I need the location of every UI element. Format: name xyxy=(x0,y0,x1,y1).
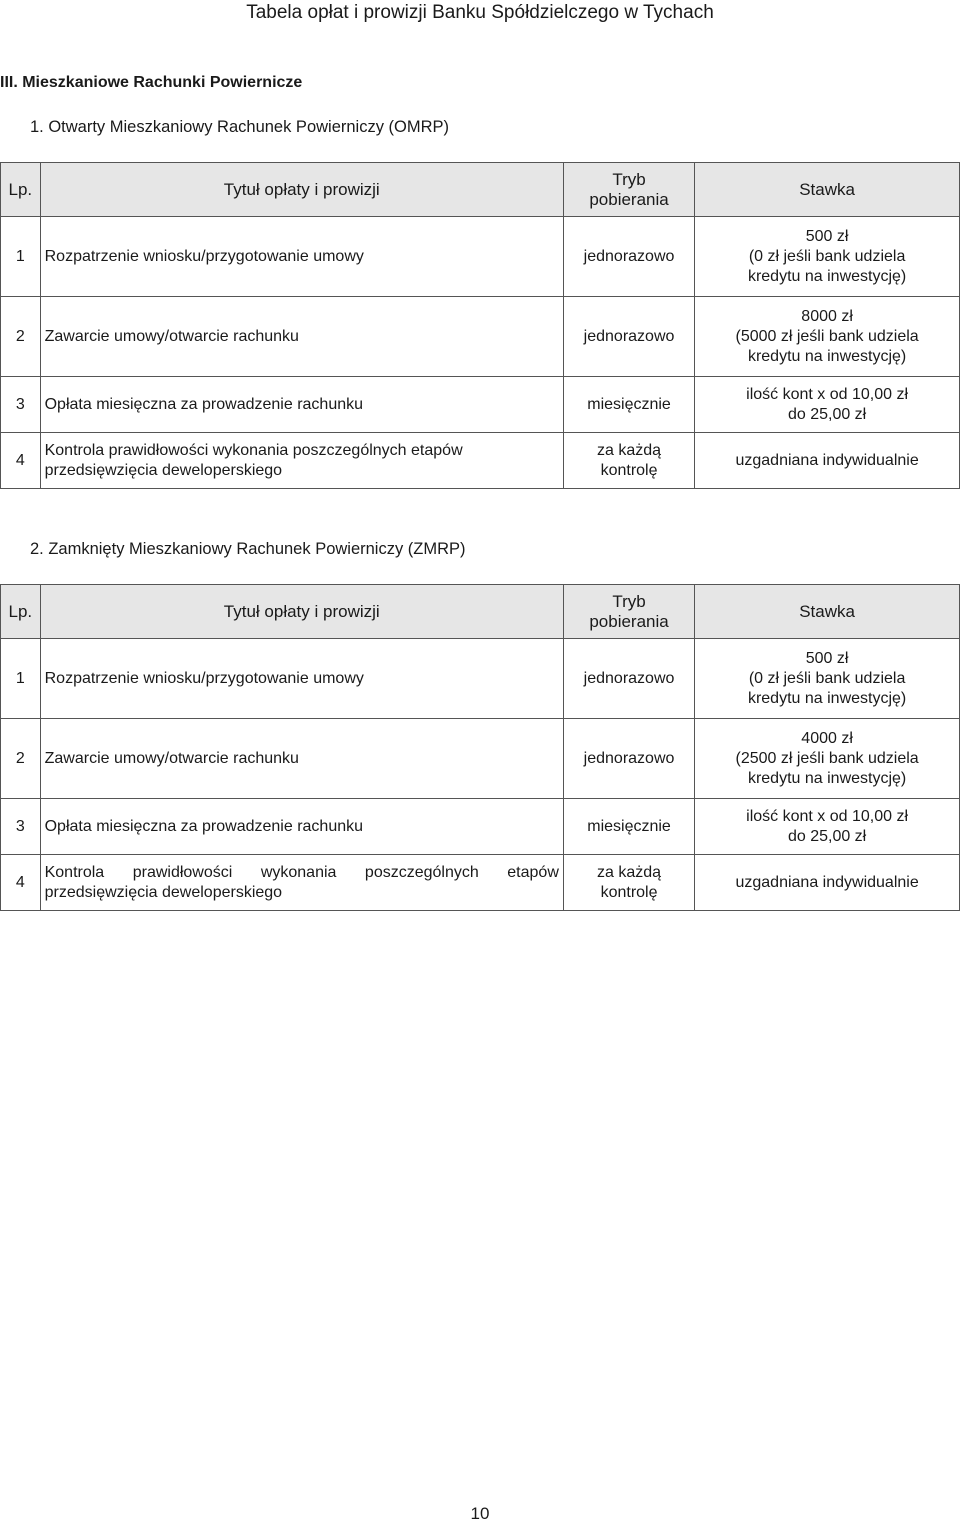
row-title: Opłata miesięczna za prowadzenie rachunku xyxy=(40,799,563,855)
row-rate xyxy=(695,719,960,799)
row-lp: 3 xyxy=(1,799,41,855)
rate-line: ilość kont x od 10,00 zł xyxy=(746,385,909,403)
table-row xyxy=(1,377,960,433)
header-title: Tytuł opłaty i prowizji xyxy=(40,585,563,639)
header-mode xyxy=(563,585,694,639)
header-lp: Lp. xyxy=(1,585,41,639)
rate-line: 8000 zł xyxy=(801,307,853,325)
row-mode xyxy=(563,855,694,911)
row-mode: miesięcznie xyxy=(563,799,694,855)
table-row xyxy=(1,799,960,855)
row-lp: 1 xyxy=(1,217,41,297)
mode-line: kontrolę xyxy=(600,461,658,479)
row-mode: miesięcznie xyxy=(563,377,694,433)
table-row xyxy=(1,297,960,377)
row-mode: jednorazowo xyxy=(563,297,694,377)
row-rate: uzgadniana indywidualnie xyxy=(695,433,960,489)
row-lp: 4 xyxy=(1,855,41,911)
document-header: Tabela opłat i prowizji Banku Spółdzielczego w Tychach xyxy=(246,2,714,23)
header-title: Tytuł opłaty i prowizji xyxy=(40,163,563,217)
rate-line: kredytu na inwestycję) xyxy=(747,689,907,707)
header-mode-line2: pobierania xyxy=(589,189,669,209)
mode-line: kontrolę xyxy=(600,883,658,901)
row-lp: 3 xyxy=(1,377,41,433)
header-lp: Lp. xyxy=(1,163,41,217)
mode-line: za każdą xyxy=(597,863,662,881)
header-mode-line2: pobierania xyxy=(589,611,669,631)
rate-line: do 25,00 zł xyxy=(787,405,867,423)
row-mode: jednorazowo xyxy=(563,639,694,719)
fees-table-zmrp xyxy=(0,584,960,911)
subtitle-omrp: 1. Otwarty Mieszkaniowy Rachunek Powierniczy (OMRP) xyxy=(30,118,450,136)
page-number: 10 xyxy=(470,1504,490,1523)
rate-line: kredytu na inwestycję) xyxy=(747,769,907,787)
row-title: Opłata miesięczna za prowadzenie rachunku xyxy=(40,377,563,433)
row-title: Kontrola prawidłowości wykonania poszczególnych etapów przedsięwzięcia deweloperskiego xyxy=(40,433,563,489)
row-title: Rozpatrzenie wniosku/przygotowanie umowy xyxy=(40,639,563,719)
row-rate: uzgadniana indywidualnie xyxy=(695,855,960,911)
rate-line: (0 zł jeśli bank udziela xyxy=(748,669,906,687)
rate-line: 4000 zł xyxy=(801,729,853,747)
rate-line: 500 zł xyxy=(805,649,849,667)
row-rate xyxy=(695,799,960,855)
rate-line: (2500 zł jeśli bank udziela xyxy=(735,749,919,767)
rate-line: (0 zł jeśli bank udziela xyxy=(748,247,906,265)
rate-line: ilość kont x od 10,00 zł xyxy=(746,807,909,825)
subtitle-zmrp: 2. Zamknięty Mieszkaniowy Rachunek Powierniczy (ZMRP) xyxy=(30,540,466,558)
header-mode-line1: Tryb xyxy=(612,591,646,611)
header-rate: Stawka xyxy=(695,163,960,217)
row-lp: 2 xyxy=(1,297,41,377)
header-rate: Stawka xyxy=(695,585,960,639)
row-title: Kontrola prawidłowości wykonania poszczególnych etapów przedsięwzięcia deweloperskiego xyxy=(40,855,563,911)
rate-line: 500 zł xyxy=(805,227,849,245)
rate-line: do 25,00 zł xyxy=(787,827,867,845)
table-header-row xyxy=(1,585,960,639)
row-lp: 1 xyxy=(1,639,41,719)
table-row xyxy=(1,719,960,799)
row-mode: jednorazowo xyxy=(563,217,694,297)
row-lp: 2 xyxy=(1,719,41,799)
rate-line: kredytu na inwestycję) xyxy=(747,347,907,365)
row-title: Zawarcie umowy/otwarcie rachunku xyxy=(40,719,563,799)
row-rate xyxy=(695,377,960,433)
mode-line: za każdą xyxy=(597,441,662,459)
row-rate xyxy=(695,639,960,719)
section-title: III. Mieszkaniowe Rachunki Powiernicze xyxy=(0,74,303,91)
fees-table-omrp xyxy=(0,162,960,489)
row-mode: jednorazowo xyxy=(563,719,694,799)
table-row xyxy=(1,433,960,489)
row-rate xyxy=(695,297,960,377)
row-title: Rozpatrzenie wniosku/przygotowanie umowy xyxy=(40,217,563,297)
table-row xyxy=(1,855,960,911)
row-mode xyxy=(563,433,694,489)
table-header-row xyxy=(1,163,960,217)
table-row xyxy=(1,639,960,719)
row-rate xyxy=(695,217,960,297)
header-mode-line1: Tryb xyxy=(612,169,646,189)
header-mode xyxy=(563,163,694,217)
rate-line: (5000 zł jeśli bank udziela xyxy=(735,327,919,345)
table-row xyxy=(1,217,960,297)
rate-line: kredytu na inwestycję) xyxy=(747,267,907,285)
row-lp: 4 xyxy=(1,433,41,489)
row-title: Zawarcie umowy/otwarcie rachunku xyxy=(40,297,563,377)
